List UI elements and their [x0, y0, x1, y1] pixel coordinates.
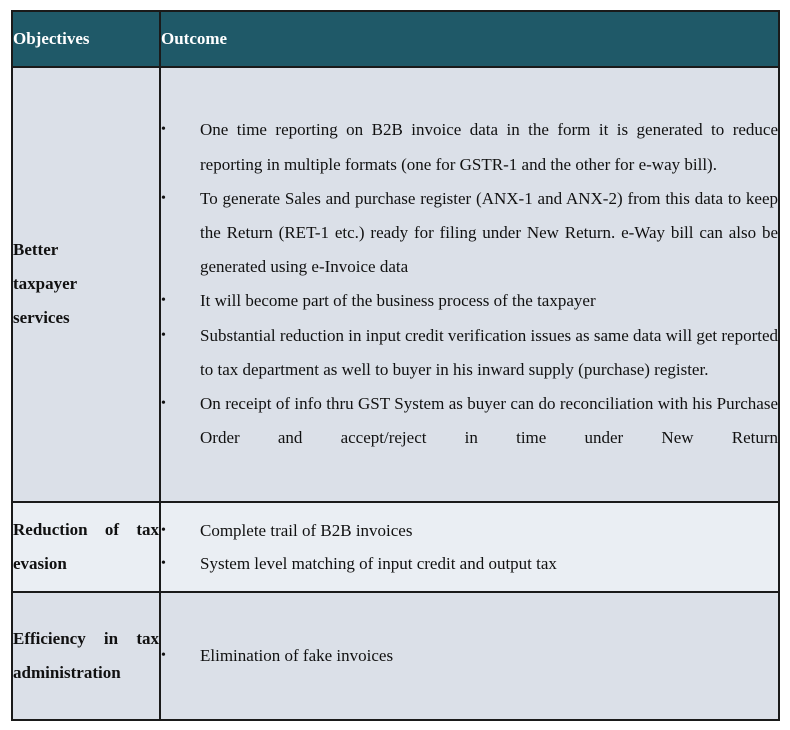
outcome-text: It will become part of the business process of the taxpayer — [200, 291, 596, 311]
bullet-icon: • — [161, 190, 166, 206]
outcome-text: On receipt of info thru GST System as buyer can do reconciliation with his Purchase Order and accept/reject in time under New Return — [200, 393, 778, 448]
list-item — [161, 182, 778, 285]
outcome-cell — [160, 592, 779, 720]
outcome-text: Complete trail of B2B invoices — [200, 520, 413, 540]
outcome-text: System level matching of input credit and output tax — [200, 553, 557, 573]
outcome-header: Outcome — [160, 11, 779, 67]
objectives-outcome-table — [11, 10, 780, 721]
objective-cell — [12, 67, 160, 502]
outcome-list — [161, 514, 778, 580]
list-item — [161, 547, 778, 580]
outcome-list — [161, 113, 778, 455]
objective-cell: Reduction of tax evasion — [12, 502, 160, 593]
list-item — [161, 387, 778, 455]
objectives-header: Objectives — [12, 11, 160, 67]
list-item — [161, 284, 778, 318]
objective-line: services — [13, 308, 70, 328]
objective-line: taxpayer — [13, 274, 78, 294]
outcome-text: One time reporting on B2B invoice data in the form it is generated to reduce reporting in multiple formats (one for GSTR-1 and the other for e-way bill). — [200, 120, 778, 174]
objective-line: Better — [13, 240, 59, 260]
bullet-icon: • — [161, 293, 166, 309]
bullet-icon: • — [161, 327, 166, 343]
outcome-cell — [160, 502, 779, 593]
outcome-text: Elimination of fake invoices — [200, 646, 394, 665]
list-item — [161, 319, 778, 387]
outcome-text: To generate Sales and purchase register (ANX-1 and ANX-2) from this data to keep the Return (RET-1 etc.) ready for filing under New Return. e-Way bill can also be generated using e-Invoice data — [200, 188, 778, 277]
table-row — [12, 502, 779, 593]
outcome-list — [161, 639, 778, 673]
bullet-icon: • — [161, 395, 166, 411]
bullet-icon: • — [161, 522, 166, 538]
bullet-icon: • — [161, 555, 166, 571]
objective-cell: Efficiency in tax administration — [12, 592, 160, 720]
table-row — [12, 67, 779, 502]
table-row — [12, 592, 779, 720]
bullet-icon: • — [161, 648, 166, 663]
list-item — [161, 639, 778, 673]
bullet-icon: • — [161, 122, 166, 138]
list-item — [161, 514, 778, 547]
list-item — [161, 113, 778, 181]
outcome-text: Substantial reduction in input credit verification issues as same data will get reported to tax department as well to buyer in his inward supply (purchase) register. — [200, 325, 778, 379]
header-row — [12, 11, 779, 67]
outcome-cell — [160, 67, 779, 502]
